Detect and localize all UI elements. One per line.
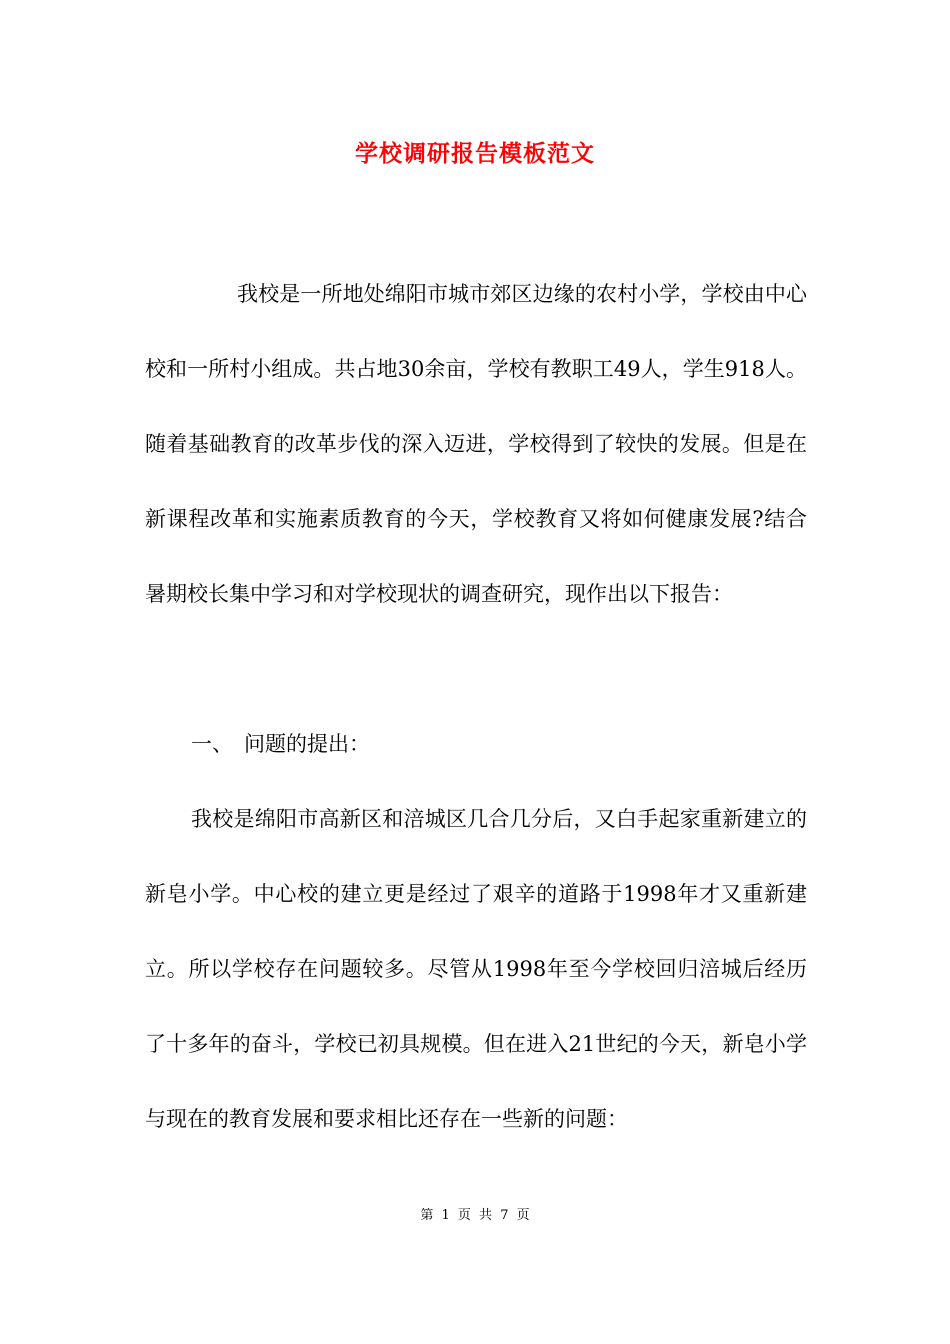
page-footer: 第 1 页 共 7 页	[420, 1208, 530, 1223]
document-title: 学校调研报告模板范文	[355, 140, 595, 167]
body-paragraph: 我校是绵阳市高新区和涪城区几合几分后，又白手起家重新建立的新皂小学。中心校的建立更是经过了艰辛的道路于1998年才又重新建立。所以学校存在问题较多。尽管从1998年至今学校回归涪城后经历了十多年的奋斗，学校已初具规模。但在进入21世纪的今天，新皂小学与现在的教育发展和要求相比还存在一些新的问题：	[145, 807, 807, 1131]
intro-paragraph: 我校是一所地处绵阳市城市郊区边缘的农村小学，学校由中心校和一所村小组成。共占地30余亩，学校有教职工49人，学生918人。随着基础教育的改革步伐的深入迈进，学校得到了较快的发展。但是在新课程改革和实施素质教育的今天，学校教育又将如何健康发展?结合暑期校长集中学习和对学校现状的调查研究，现作出以下报告：	[145, 282, 807, 606]
section-heading-text: 问题的提出：	[244, 732, 370, 756]
section-number: 一、	[191, 732, 233, 756]
section-heading	[145, 707, 807, 782]
